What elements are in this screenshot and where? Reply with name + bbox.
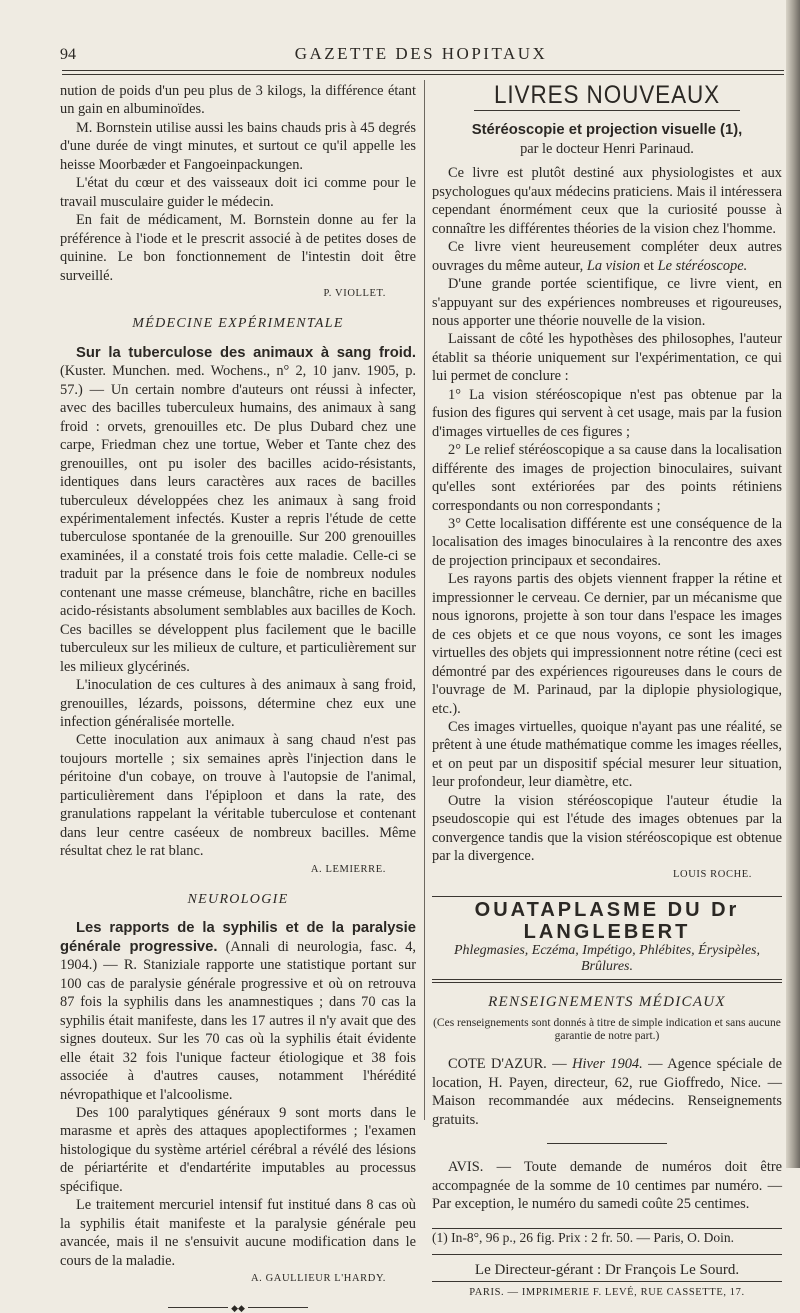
paragraph: L'état du cœur et des vaisseaux doit ici comme pour le travail musculaire guider le médecin.: [60, 175, 416, 210]
notice-label: COTE D'AZUR.: [448, 1056, 547, 1073]
running-title: GAZETTE DES HOPITAUX: [294, 44, 548, 63]
article-title: Sur la tuberculose des animaux à sang froid.: [76, 344, 416, 361]
header-rule: [62, 70, 784, 71]
paragraph: [60, 119, 416, 174]
separator-ornament: ◆◆: [228, 1304, 248, 1312]
disclaimer-note: (Ces renseignements sont donnés à titre de simple indication et sans aucune garantie de notre part.): [433, 1017, 781, 1043]
section-title: LIVRES NOUVEAUX: [493, 81, 721, 109]
signature: LOUIS ROCHE.: [673, 868, 752, 880]
ad-rule: [432, 896, 782, 897]
short-rule: [547, 1143, 667, 1144]
paragraph: [432, 238, 782, 275]
book-title: Le stéréoscope.: [657, 257, 748, 274]
notice-text: — Toute demande de numéros doit être accompagnée de la somme de 10 centimes par numéro. — Par exception, le numéro du samedi coûte 25 centimes.: [432, 1159, 782, 1213]
paragraph: 2° Le relief stéréoscopique a sa cause dans la localisation différente des images de projection binoculaires, suivant qu'elles sont extériorées par des points rétiniens correspondants ou non correspondants ;: [432, 442, 782, 514]
paragraph-text: Ce livre vient heureusement compléter deux autres ouvrages du même auteur,: [432, 239, 782, 274]
paragraph: Des 100 paralytiques généraux 9 sont morts dans le marasme et après des attaques apoplectiformes ; l'examen histologique du système artériel cérébral a révélé des lésions de périartérite et d'endartérite imputables au processus spécifique.: [60, 1105, 416, 1195]
left-column: [60, 82, 416, 1313]
paragraph: D'une grande portée scientifique, ce livre vient, en s'appuyant sur des expériences nombreuses et rigoureuses, nous apporter une théorie nouvelle de la vision.: [432, 276, 782, 329]
paragraph: Laissant de côté les hypothèses des philosophes, l'auteur établit sa théorie uniquement sur l'expérimentation, ce qui lui permet de conclure :: [432, 331, 782, 385]
section-heading: NEUROLOGIE: [187, 892, 289, 908]
paragraph: L'inoculation de ces cultures à des animaux à sang froid, grenouilles, lézards, poissons, détermine chez eux une infection généralisée mortelle.: [60, 677, 416, 730]
review-title: Stéréoscopie et projection visuelle (1),: [471, 122, 743, 139]
notice-label: AVIS.: [448, 1159, 484, 1176]
title-underline: [474, 110, 740, 111]
paragraph: Les rayons partis des objets viennent frapper la rétine et impressionner le cerveau. Ce dernier, par un mécanisme que nous ignorons, projette à son tour dans l'espace les images de ces objets et ce que nous voyons, ce sont les images virtuelles des objets qui impressionnent notre rétine (ceci est démontré par des expériences rigoureuses dans le cours de l'ouvrage de M. Parinaud, par la diplopie physiologique, etc.).: [432, 571, 782, 717]
paragraph-text: M. Bornstein utilise aussi les bains chauds pris à 45 degrés d'une durée de vingt minutes, et surtout ce qu'il appelle les heisse Moorbæder et Fangoeinpackungen.: [60, 119, 416, 173]
printer-rule: [432, 1281, 782, 1282]
paragraph: Cette inoculation aux animaux à sang chaud n'est pas toujours mortelle ; six semaines après l'injection dans le péritoine d'un cobaye, on trouve à l'autopsie de l'animal, particulièrement dans l'épiploon et dans la rate, des granulations rappelant la véritable tuberculose et contenant dans leur centre caséeux de nombreux bacilles. Même résultat chez le rat blanc.: [60, 732, 416, 860]
right-column: [432, 82, 782, 1303]
footnote: (1) In-8°, 96 p., 26 fig. Prix : 2 fr. 50. — Paris, O. Doin.: [432, 1229, 735, 1245]
signature: A. LEMIERRE.: [310, 863, 386, 875]
page-header: [60, 40, 782, 70]
paragraph: En fait de médicament, M. Bornstein donne au fer la préférence à l'iode et le prescrit associé à de petites doses de quinine. Le bon fonctionnement de l'intestin doit être surveillé.: [60, 212, 416, 284]
article: [60, 344, 416, 676]
paragraph: nution de poids d'un peu plus de 3 kilogs, la différence étant un gain en albuminoïdes.: [60, 83, 416, 118]
section-heading: MÉDECINE EXPÉRIMENTALE: [132, 316, 344, 332]
article-text: rapporte une statistique portant sur 100 cas de paralysie générale progressive et où on retrouva 87 fois la syphilis dans les anamnestiques ; dans 70 cas la syphilis était manifeste, dans les 17 autres il n'y avait que des signes douteux. Sur les 70 cas où la syphilis était évidente elle était 32 fois l'unique facteur étiologique et 38 fois associée à d'autres causes, notamment l'hérédité névropathique et l'alcoolisme.: [60, 957, 416, 1103]
header-rule-double: [62, 74, 784, 75]
paragraph: Ces images virtuelles, quoique n'ayant pas une réalité, se prêtent à une étude mathématique comme les images réelles, et on peut par un dispositif spécial mesurer leur situation, leur profondeur, leur diamètre, etc.: [432, 718, 782, 791]
review-author: par le docteur Henri Parinaud.: [520, 140, 694, 157]
footnote-rule: [432, 1254, 782, 1255]
notice: [432, 1158, 782, 1213]
end-separator: [168, 1302, 308, 1313]
article-title: Les rapports de la syphilis et de la paralysie générale progressive.: [60, 920, 416, 955]
paragraph: Ce livre est plutôt destiné aux physiologistes et aux psychologues qu'aux médecins praticiens. Mais il intéressera cependant énormément ceux que la curiosité pousse à connaître les différentes théories de la vision chez l'homme.: [432, 165, 782, 237]
page-edge: [786, 0, 800, 1168]
director-line: Le Directeur-gérant : Dr François Le Sourd.: [474, 1261, 740, 1278]
section-heading: RENSEIGNEMENTS MÉDICAUX: [488, 994, 726, 1011]
paragraph: 3° Cette localisation différente est une conséquence de la localisation des images binoculaires à la rencontre des axes de projection principaux et secondaires.: [432, 515, 782, 569]
paragraph: 1° La vision stéréoscopique n'est pas obtenue par la fusion des figures qui servent à cet usage, mais par la fusion d'images virtuelles de ces figures ;: [432, 386, 782, 440]
notice-season: Hiver 1904.: [572, 1056, 643, 1073]
page-number: 94: [60, 46, 76, 63]
book-title: La vision: [586, 257, 641, 274]
article: [60, 919, 416, 1104]
article-reference: (Kuster. Munchen. med. Wochens., n° 2, 10 janv. 1905, p. 57.) —: [60, 363, 416, 398]
advertisement-title: OUATAPLASME DU Dr LANGLEBERT: [474, 899, 740, 944]
signature: P. VIOLLET.: [323, 287, 386, 299]
notice: COTE D'AZUR. — Hiver 1904. — Agence spéciale de location, H. Payen, directeur, 62, rue Gioffredo, Nice. — Maison recommandée aux médecins. Renseignements gratuits.: [432, 1056, 782, 1128]
advertisement-subtitle: Phlegmasies, Eczéma, Impétigo, Phlébites, Érysipèles, Brûlures.: [454, 943, 760, 975]
paragraph: Outre la vision stéréoscopique l'auteur étudie la pseudoscopie qui est l'étude des images obtenues par la convergence tandis que la vision stéréoscopique est obtenue par la divergence.: [432, 792, 782, 865]
signature: A. GAULLIEUR L'HARDY.: [250, 1273, 386, 1285]
notice-text: — Agence spéciale de location, H. Payen, directeur, 62, rue Gioffredo, Nice. — Maison recommandée aux médecins. Renseignements gratuits.: [432, 1056, 782, 1128]
printer-line: PARIS. — IMPRIMERIE F. LEVÉ, RUE CASSETTE, 17.: [469, 1287, 745, 1299]
article-reference: (Annali di neurologia, fasc. 4, 1904.) — R. Staniziale: [60, 938, 416, 974]
ad-rule: [432, 979, 782, 980]
column-divider: [424, 80, 425, 1120]
ad-rule-double: [432, 982, 782, 983]
article-text: Un certain nombre d'auteurs ont réussi à infecter, avec des bacilles tuberculeux humains, des animaux à sang froid : orvets, grenouilles etc. De plus Dubard chez une carpe, Friedman chez une tortue, Weber et Tante chez des grenouilles, ont pu isoler des bacilles acido-résistants, identiques dans leurs caractères aux races de bacilles tuberculeux développées chez les animaux à sang froid expérimentalement infectés. Kuster a repris l'étude de cette tuberculose spontanée de la grenouille. Sur 200 grenouilles examinées, il a constaté trois fois cette maladie. Celle-ci se traduit par la présence dans le foie de nombreux nodules contenant une masse crémeuse, blanchâtre, riche en bacilles acido-résistants absolument semblables aux bacilles de Koch. Ces bacilles se développent plus facilement que le bacille tuberculeux sur les milieux de culture, et particulièrement sur les milieux glycérinés.: [60, 381, 416, 675]
conjunction: et: [643, 257, 655, 274]
paragraph: Le traitement mercuriel intensif fut institué dans 8 cas où la syphilis était manifeste et la paralysie générale peu avancée, mais il ne s'ensuivit aucune modification dans le cours de la maladie.: [60, 1197, 416, 1269]
